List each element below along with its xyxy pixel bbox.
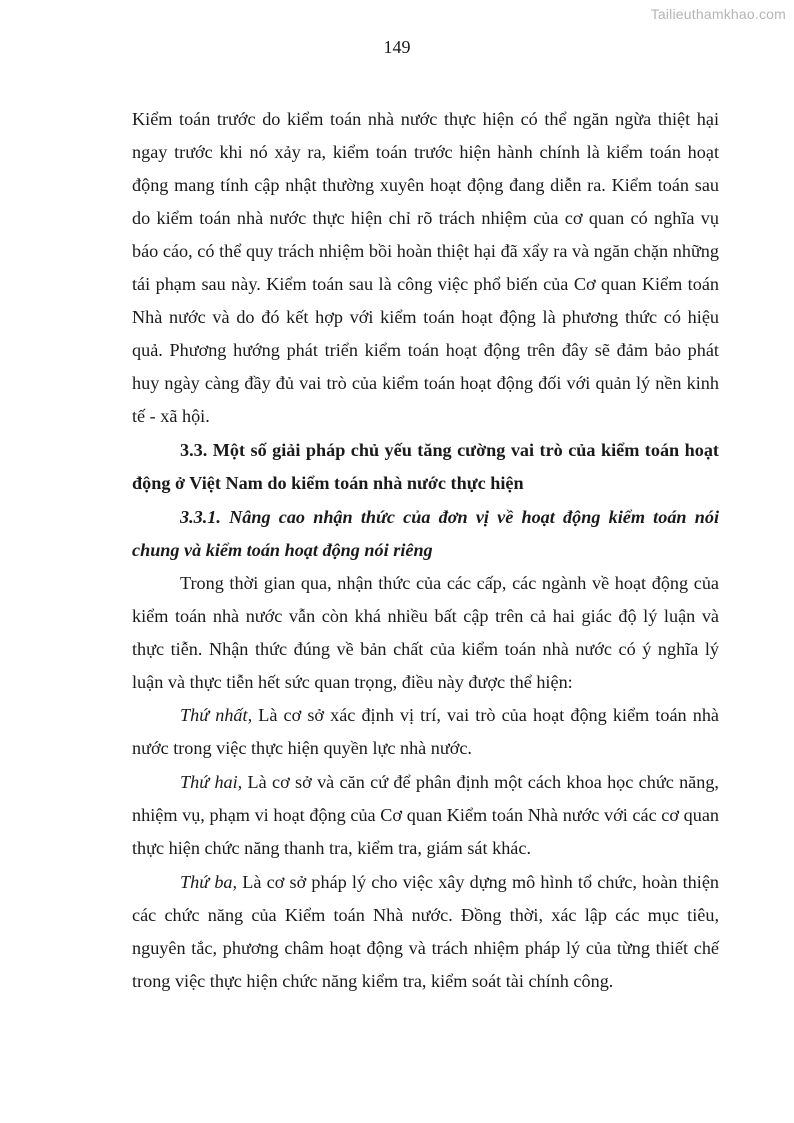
section-heading-3-3: 3.3. Một số giải pháp chủ yếu tăng cường vai trò của kiểm toán hoạt động ở Việt Nam do kiểm toán nhà nước thực hiện <box>132 440 719 493</box>
paragraph-first <box>132 699 719 765</box>
third-text: Là cơ sở pháp lý cho việc xây dựng mô hình tổ chức, hoàn thiện các chức năng của Kiểm toán Nhà nước. Đồng thời, xác lập các mục tiêu, nguyên tắc, phương châm hoạt động và trách nhiệm pháp lý của từng thiết chế trong việc thực hiện chức năng kiểm tra, kiểm soát tài chính công. <box>132 872 719 991</box>
paragraph-third <box>132 866 719 998</box>
watermark: Tailieuthamkhao.com <box>650 6 786 22</box>
page-number: 149 <box>383 37 411 57</box>
paragraph-continued: Kiểm toán trước do kiểm toán nhà nước thực hiện có thể ngăn ngừa thiệt hại ngay trước khi nó xảy ra, kiểm toán trước hiện hành chính là kiểm toán hoạt động mang tính cập nhật thường xuyên hoạt động đang diễn ra. Kiểm toán sau do kiểm toán nhà nước thực hiện chỉ rõ trách nhiệm của cơ quan có nghĩa vụ báo cáo, có thể quy trách nhiệm bồi hoàn thiệt hại đã xẩy ra và ngăn chặn những tái phạm sau này. Kiểm toán sau là công việc phổ biến của Cơ quan Kiểm toán Nhà nước và do đó kết hợp với kiểm toán hoạt động là phương thức có hiệu quả. Phương hướng phát triển kiểm toán hoạt động trên đây sẽ đảm bảo phát huy ngày càng đầy đủ vai trò của kiểm toán hoạt động đối với quản lý nền kinh tế - xã hội. <box>132 109 719 426</box>
document-body <box>132 103 719 998</box>
first-lead: Thứ nhất, <box>180 705 253 725</box>
paragraph-intro: Trong thời gian qua, nhận thức của các cấp, các ngành về hoạt động của kiểm toán nhà nước vẫn còn khá nhiều bất cập trên cả hai giác độ lý luận và thực tiễn. Nhận thức đúng về bản chất của kiểm toán nhà nước có ý nghĩa lý luận và thực tiễn hết sức quan trọng, điều này được thể hiện: <box>132 573 719 692</box>
first-text: Là cơ sở xác định vị trí, vai trò của hoạt động kiểm toán nhà nước trong việc thực hiện quyền lực nhà nước. <box>132 705 719 758</box>
paragraph-second <box>132 766 719 865</box>
second-text: Là cơ sở và căn cứ để phân định một cách khoa học chức năng, nhiệm vụ, phạm vi hoạt động của Cơ quan Kiểm toán Nhà nước với các cơ quan thực hiện chức năng thanh tra, kiểm tra, giám sát khác. <box>132 772 719 858</box>
third-lead: Thứ ba, <box>180 872 238 892</box>
second-lead: Thứ hai, <box>180 772 243 792</box>
subsection-heading-3-3-1: 3.3.1. Nâng cao nhận thức của đơn vị về hoạt động kiểm toán nói chung và kiểm toán hoạt động nói riêng <box>132 507 719 560</box>
